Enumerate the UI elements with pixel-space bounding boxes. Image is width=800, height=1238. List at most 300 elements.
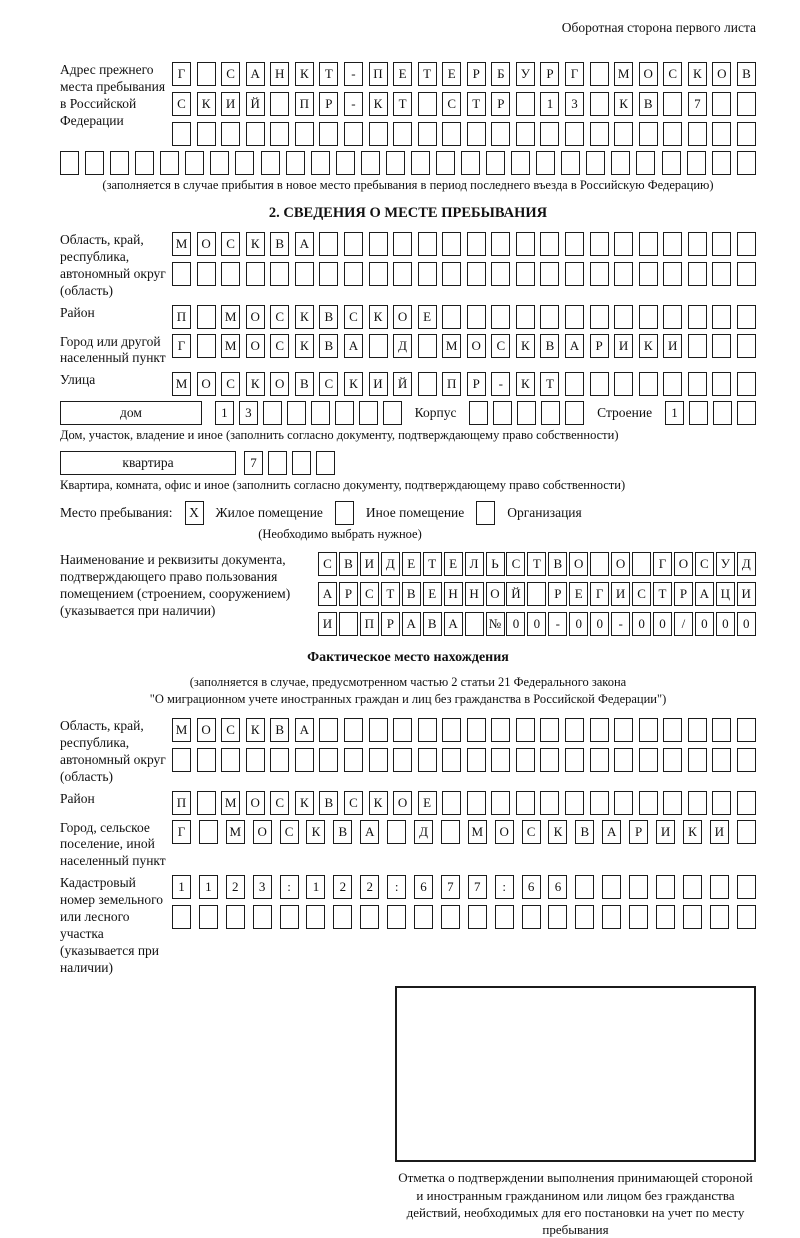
- char-cell[interactable]: [491, 748, 510, 772]
- char-cell[interactable]: [253, 905, 272, 929]
- char-cell[interactable]: [516, 748, 535, 772]
- char-cell[interactable]: 1: [540, 92, 559, 116]
- char-cell[interactable]: К: [295, 62, 314, 86]
- char-cell[interactable]: [517, 401, 536, 425]
- char-cell[interactable]: 0: [653, 612, 672, 636]
- char-cell[interactable]: [656, 905, 675, 929]
- char-cell[interactable]: [226, 905, 245, 929]
- char-cell[interactable]: В: [548, 552, 567, 576]
- char-cell[interactable]: [540, 122, 559, 146]
- char-cell[interactable]: [160, 151, 179, 175]
- char-cell[interactable]: К: [306, 820, 325, 844]
- char-cell[interactable]: К: [548, 820, 567, 844]
- char-cell[interactable]: Ь: [486, 552, 505, 576]
- char-cell[interactable]: А: [602, 820, 621, 844]
- char-cell[interactable]: [663, 718, 682, 742]
- char-cell[interactable]: [688, 748, 707, 772]
- char-cell[interactable]: [369, 748, 388, 772]
- char-cell[interactable]: 0: [716, 612, 735, 636]
- char-cell[interactable]: [335, 401, 354, 425]
- char-cell[interactable]: [536, 151, 555, 175]
- char-cell[interactable]: К: [197, 92, 216, 116]
- char-cell[interactable]: [369, 262, 388, 286]
- char-cell[interactable]: И: [614, 334, 633, 358]
- char-cell[interactable]: Р: [590, 334, 609, 358]
- char-cell[interactable]: [135, 151, 154, 175]
- char-cell[interactable]: 3: [565, 92, 584, 116]
- char-cell[interactable]: [590, 92, 609, 116]
- char-cell[interactable]: [467, 232, 486, 256]
- char-cell[interactable]: [246, 748, 265, 772]
- char-cell[interactable]: У: [516, 62, 535, 86]
- char-cell[interactable]: №: [486, 612, 505, 636]
- char-cell[interactable]: К: [369, 92, 388, 116]
- char-cell[interactable]: 0: [695, 612, 714, 636]
- char-cell[interactable]: Т: [423, 552, 442, 576]
- char-cell[interactable]: [565, 718, 584, 742]
- char-cell[interactable]: [663, 372, 682, 396]
- char-cell[interactable]: А: [402, 612, 421, 636]
- char-cell[interactable]: О: [569, 552, 588, 576]
- char-cell[interactable]: С: [506, 552, 525, 576]
- char-cell[interactable]: М: [468, 820, 487, 844]
- char-cell[interactable]: [436, 151, 455, 175]
- char-cell[interactable]: К: [369, 305, 388, 329]
- char-cell[interactable]: К: [344, 372, 363, 396]
- char-cell[interactable]: Р: [381, 612, 400, 636]
- char-cell[interactable]: П: [360, 612, 379, 636]
- char-cell[interactable]: [586, 151, 605, 175]
- char-cell[interactable]: [712, 372, 731, 396]
- char-cell[interactable]: [639, 372, 658, 396]
- char-cell[interactable]: [737, 122, 756, 146]
- char-cell[interactable]: [614, 262, 633, 286]
- char-cell[interactable]: [602, 875, 621, 899]
- char-cell[interactable]: [246, 262, 265, 286]
- char-cell[interactable]: [713, 401, 732, 425]
- char-cell[interactable]: [486, 151, 505, 175]
- char-cell[interactable]: [172, 905, 191, 929]
- char-cell[interactable]: [441, 905, 460, 929]
- char-cell[interactable]: О: [611, 552, 630, 576]
- char-cell[interactable]: [295, 262, 314, 286]
- char-cell[interactable]: [683, 905, 702, 929]
- char-cell[interactable]: П: [172, 305, 191, 329]
- char-cell[interactable]: С: [270, 791, 289, 815]
- char-cell[interactable]: [565, 262, 584, 286]
- char-cell[interactable]: [516, 262, 535, 286]
- char-cell[interactable]: О: [197, 372, 216, 396]
- char-cell[interactable]: М: [221, 305, 240, 329]
- char-cell[interactable]: [311, 401, 330, 425]
- char-cell[interactable]: 0: [527, 612, 546, 636]
- char-cell[interactable]: [172, 748, 191, 772]
- char-cell[interactable]: [491, 262, 510, 286]
- char-cell[interactable]: А: [344, 334, 363, 358]
- char-cell[interactable]: [712, 748, 731, 772]
- char-cell[interactable]: [614, 372, 633, 396]
- char-cell[interactable]: [110, 151, 129, 175]
- char-cell[interactable]: [461, 151, 480, 175]
- char-cell[interactable]: :: [387, 875, 406, 899]
- char-cell[interactable]: 0: [569, 612, 588, 636]
- char-cell[interactable]: С: [221, 62, 240, 86]
- char-cell[interactable]: Е: [418, 791, 437, 815]
- char-cell[interactable]: А: [295, 718, 314, 742]
- char-cell[interactable]: С: [344, 791, 363, 815]
- char-cell[interactable]: [197, 748, 216, 772]
- char-cell[interactable]: 1: [199, 875, 218, 899]
- char-cell[interactable]: [737, 151, 756, 175]
- char-cell[interactable]: В: [270, 232, 289, 256]
- char-cell[interactable]: -: [344, 62, 363, 86]
- char-cell[interactable]: [418, 92, 437, 116]
- char-cell[interactable]: О: [197, 232, 216, 256]
- char-cell[interactable]: [393, 262, 412, 286]
- char-cell[interactable]: О: [486, 582, 505, 606]
- char-cell[interactable]: В: [402, 582, 421, 606]
- char-cell[interactable]: Г: [172, 820, 191, 844]
- char-cell[interactable]: [639, 262, 658, 286]
- char-cell[interactable]: [441, 820, 460, 844]
- char-cell[interactable]: 1: [665, 401, 684, 425]
- char-cell[interactable]: [590, 718, 609, 742]
- char-cell[interactable]: [614, 122, 633, 146]
- char-cell[interactable]: Д: [393, 334, 412, 358]
- char-cell[interactable]: М: [221, 334, 240, 358]
- char-cell[interactable]: [197, 62, 216, 86]
- char-cell[interactable]: [737, 262, 756, 286]
- char-cell[interactable]: [590, 232, 609, 256]
- char-cell[interactable]: Р: [339, 582, 358, 606]
- char-cell[interactable]: [468, 905, 487, 929]
- char-cell[interactable]: [369, 232, 388, 256]
- char-cell[interactable]: [611, 151, 630, 175]
- char-cell[interactable]: [632, 552, 651, 576]
- char-cell[interactable]: [602, 905, 621, 929]
- char-cell[interactable]: И: [369, 372, 388, 396]
- char-cell[interactable]: В: [319, 334, 338, 358]
- char-cell[interactable]: [333, 905, 352, 929]
- char-cell[interactable]: К: [683, 820, 702, 844]
- char-cell[interactable]: К: [295, 334, 314, 358]
- char-cell[interactable]: С: [663, 62, 682, 86]
- char-cell[interactable]: К: [246, 232, 265, 256]
- char-cell[interactable]: [442, 232, 461, 256]
- char-cell[interactable]: [467, 718, 486, 742]
- char-cell[interactable]: [639, 122, 658, 146]
- char-cell[interactable]: 6: [414, 875, 433, 899]
- char-cell[interactable]: [246, 122, 265, 146]
- char-cell[interactable]: 3: [253, 875, 272, 899]
- char-cell[interactable]: [712, 791, 731, 815]
- char-cell[interactable]: П: [295, 92, 314, 116]
- char-cell[interactable]: [590, 122, 609, 146]
- char-cell[interactable]: [689, 401, 708, 425]
- char-cell[interactable]: 3: [239, 401, 258, 425]
- char-cell[interactable]: [316, 451, 335, 475]
- char-cell[interactable]: [712, 92, 731, 116]
- char-cell[interactable]: К: [295, 791, 314, 815]
- char-cell[interactable]: И: [737, 582, 756, 606]
- char-cell[interactable]: М: [172, 372, 191, 396]
- char-cell[interactable]: 0: [590, 612, 609, 636]
- char-cell[interactable]: [393, 748, 412, 772]
- char-cell[interactable]: [85, 151, 104, 175]
- char-cell[interactable]: [197, 262, 216, 286]
- char-cell[interactable]: О: [639, 62, 658, 86]
- char-cell[interactable]: [286, 151, 305, 175]
- char-cell[interactable]: В: [295, 372, 314, 396]
- char-cell[interactable]: [319, 748, 338, 772]
- char-cell[interactable]: [516, 92, 535, 116]
- char-cell[interactable]: К: [246, 372, 265, 396]
- char-cell[interactable]: А: [295, 232, 314, 256]
- char-cell[interactable]: [540, 305, 559, 329]
- char-cell[interactable]: В: [540, 334, 559, 358]
- char-cell[interactable]: [319, 718, 338, 742]
- char-cell[interactable]: [565, 401, 584, 425]
- char-cell[interactable]: [197, 305, 216, 329]
- char-cell[interactable]: С: [270, 305, 289, 329]
- char-cell[interactable]: 1: [306, 875, 325, 899]
- char-cell[interactable]: А: [444, 612, 463, 636]
- char-cell[interactable]: И: [663, 334, 682, 358]
- char-cell[interactable]: [737, 232, 756, 256]
- char-cell[interactable]: В: [333, 820, 352, 844]
- char-cell[interactable]: 1: [215, 401, 234, 425]
- char-cell[interactable]: [565, 748, 584, 772]
- char-cell[interactable]: [737, 92, 756, 116]
- char-cell[interactable]: [639, 748, 658, 772]
- char-cell[interactable]: [185, 151, 204, 175]
- char-cell[interactable]: [221, 262, 240, 286]
- char-cell[interactable]: [712, 262, 731, 286]
- char-cell[interactable]: [575, 905, 594, 929]
- char-cell[interactable]: С: [221, 372, 240, 396]
- char-cell[interactable]: [270, 262, 289, 286]
- char-cell[interactable]: Е: [444, 552, 463, 576]
- char-cell[interactable]: [712, 232, 731, 256]
- char-cell[interactable]: [172, 122, 191, 146]
- char-cell[interactable]: Й: [506, 582, 525, 606]
- char-cell[interactable]: Г: [653, 552, 672, 576]
- char-cell[interactable]: [636, 151, 655, 175]
- char-cell[interactable]: О: [246, 791, 265, 815]
- char-cell[interactable]: М: [221, 791, 240, 815]
- char-cell[interactable]: -: [344, 92, 363, 116]
- char-cell[interactable]: [565, 122, 584, 146]
- char-cell[interactable]: [663, 262, 682, 286]
- char-cell[interactable]: Г: [172, 334, 191, 358]
- char-cell[interactable]: В: [423, 612, 442, 636]
- char-cell[interactable]: О: [495, 820, 514, 844]
- char-cell[interactable]: С: [270, 334, 289, 358]
- char-cell[interactable]: [418, 262, 437, 286]
- char-cell[interactable]: [614, 791, 633, 815]
- char-cell[interactable]: [467, 791, 486, 815]
- char-cell[interactable]: К: [614, 92, 633, 116]
- char-cell[interactable]: Р: [540, 62, 559, 86]
- char-cell[interactable]: [268, 451, 287, 475]
- char-cell[interactable]: [737, 875, 756, 899]
- char-cell[interactable]: Е: [442, 62, 461, 86]
- char-cell[interactable]: -: [491, 372, 510, 396]
- char-cell[interactable]: [344, 262, 363, 286]
- char-cell[interactable]: Д: [381, 552, 400, 576]
- char-cell[interactable]: [393, 122, 412, 146]
- char-cell[interactable]: О: [270, 372, 289, 396]
- char-cell[interactable]: Е: [423, 582, 442, 606]
- char-cell[interactable]: [712, 151, 731, 175]
- char-cell[interactable]: Н: [270, 62, 289, 86]
- char-cell[interactable]: М: [172, 232, 191, 256]
- char-cell[interactable]: [590, 305, 609, 329]
- char-cell[interactable]: [197, 122, 216, 146]
- char-cell[interactable]: В: [270, 718, 289, 742]
- char-cell[interactable]: Д: [737, 552, 756, 576]
- char-cell[interactable]: С: [280, 820, 299, 844]
- char-cell[interactable]: [418, 122, 437, 146]
- char-cell[interactable]: [495, 905, 514, 929]
- char-cell[interactable]: А: [565, 334, 584, 358]
- char-cell[interactable]: [639, 232, 658, 256]
- char-cell[interactable]: Р: [674, 582, 693, 606]
- char-cell[interactable]: [172, 262, 191, 286]
- char-cell[interactable]: [565, 791, 584, 815]
- char-cell[interactable]: [414, 905, 433, 929]
- char-cell[interactable]: Т: [393, 92, 412, 116]
- char-cell[interactable]: [737, 718, 756, 742]
- char-cell[interactable]: С: [221, 232, 240, 256]
- char-cell[interactable]: [270, 92, 289, 116]
- char-cell[interactable]: [199, 905, 218, 929]
- char-cell[interactable]: [319, 232, 338, 256]
- char-cell[interactable]: [339, 612, 358, 636]
- char-cell[interactable]: 1: [172, 875, 191, 899]
- char-cell[interactable]: [418, 748, 437, 772]
- char-cell[interactable]: И: [611, 582, 630, 606]
- char-cell[interactable]: [319, 262, 338, 286]
- char-cell[interactable]: С: [344, 305, 363, 329]
- char-cell[interactable]: 6: [522, 875, 541, 899]
- char-cell[interactable]: [493, 401, 512, 425]
- char-cell[interactable]: [688, 232, 707, 256]
- char-cell[interactable]: [663, 748, 682, 772]
- char-cell[interactable]: Е: [569, 582, 588, 606]
- char-cell[interactable]: 0: [632, 612, 651, 636]
- char-cell[interactable]: К: [246, 718, 265, 742]
- char-cell[interactable]: [336, 151, 355, 175]
- char-cell[interactable]: [548, 905, 567, 929]
- char-cell[interactable]: О: [393, 305, 412, 329]
- char-cell[interactable]: [737, 748, 756, 772]
- char-cell[interactable]: [280, 905, 299, 929]
- char-cell[interactable]: [688, 334, 707, 358]
- dom-type-box[interactable]: дом: [60, 401, 202, 425]
- char-cell[interactable]: О: [674, 552, 693, 576]
- char-cell[interactable]: [319, 122, 338, 146]
- char-cell[interactable]: [467, 305, 486, 329]
- char-cell[interactable]: Ц: [716, 582, 735, 606]
- char-cell[interactable]: 2: [360, 875, 379, 899]
- char-cell[interactable]: [540, 748, 559, 772]
- char-cell[interactable]: [442, 748, 461, 772]
- char-cell[interactable]: С: [172, 92, 191, 116]
- char-cell[interactable]: [688, 718, 707, 742]
- char-cell[interactable]: Г: [565, 62, 584, 86]
- char-cell[interactable]: [344, 232, 363, 256]
- char-cell[interactable]: 7: [468, 875, 487, 899]
- checkbox-zhiloe[interactable]: X: [185, 501, 204, 525]
- char-cell[interactable]: [737, 372, 756, 396]
- char-cell[interactable]: [590, 372, 609, 396]
- char-cell[interactable]: С: [632, 582, 651, 606]
- char-cell[interactable]: [469, 401, 488, 425]
- char-cell[interactable]: [656, 875, 675, 899]
- char-cell[interactable]: К: [639, 334, 658, 358]
- char-cell[interactable]: [442, 262, 461, 286]
- char-cell[interactable]: [467, 262, 486, 286]
- char-cell[interactable]: К: [516, 334, 535, 358]
- char-cell[interactable]: [663, 305, 682, 329]
- char-cell[interactable]: С: [319, 372, 338, 396]
- char-cell[interactable]: П: [369, 62, 388, 86]
- char-cell[interactable]: Т: [653, 582, 672, 606]
- char-cell[interactable]: И: [221, 92, 240, 116]
- char-cell[interactable]: [344, 122, 363, 146]
- char-cell[interactable]: [683, 875, 702, 899]
- char-cell[interactable]: [614, 305, 633, 329]
- char-cell[interactable]: И: [360, 552, 379, 576]
- char-cell[interactable]: [710, 905, 729, 929]
- char-cell[interactable]: [712, 334, 731, 358]
- char-cell[interactable]: [590, 62, 609, 86]
- char-cell[interactable]: 2: [226, 875, 245, 899]
- char-cell[interactable]: [60, 151, 79, 175]
- char-cell[interactable]: Т: [418, 62, 437, 86]
- char-cell[interactable]: 0: [737, 612, 756, 636]
- char-cell[interactable]: [541, 401, 560, 425]
- char-cell[interactable]: А: [318, 582, 337, 606]
- char-cell[interactable]: [311, 151, 330, 175]
- char-cell[interactable]: [344, 718, 363, 742]
- char-cell[interactable]: [614, 232, 633, 256]
- char-cell[interactable]: [590, 552, 609, 576]
- char-cell[interactable]: [387, 905, 406, 929]
- char-cell[interactable]: [467, 122, 486, 146]
- char-cell[interactable]: О: [246, 334, 265, 358]
- char-cell[interactable]: [261, 151, 280, 175]
- char-cell[interactable]: [306, 905, 325, 929]
- char-cell[interactable]: [737, 305, 756, 329]
- char-cell[interactable]: [663, 92, 682, 116]
- char-cell[interactable]: [442, 791, 461, 815]
- char-cell[interactable]: :: [495, 875, 514, 899]
- char-cell[interactable]: [467, 748, 486, 772]
- char-cell[interactable]: Й: [393, 372, 412, 396]
- char-cell[interactable]: [516, 718, 535, 742]
- char-cell[interactable]: С: [360, 582, 379, 606]
- char-cell[interactable]: [590, 262, 609, 286]
- char-cell[interactable]: [629, 875, 648, 899]
- char-cell[interactable]: Д: [414, 820, 433, 844]
- char-cell[interactable]: [688, 372, 707, 396]
- char-cell[interactable]: [663, 122, 682, 146]
- char-cell[interactable]: 0: [506, 612, 525, 636]
- char-cell[interactable]: [442, 305, 461, 329]
- char-cell[interactable]: Р: [467, 62, 486, 86]
